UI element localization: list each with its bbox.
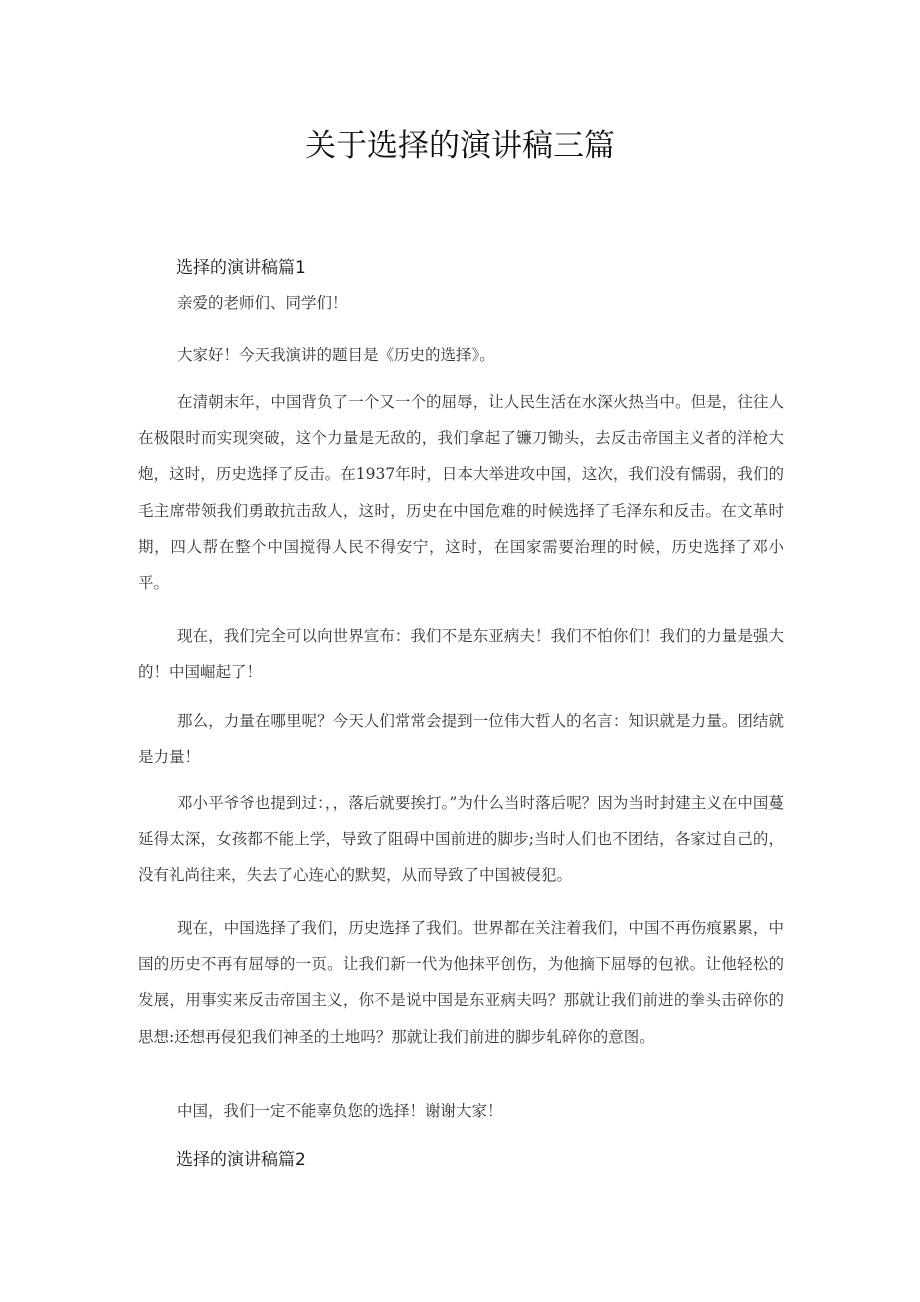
document-title: 关于选择的演讲稿三篇 bbox=[305, 128, 615, 164]
paragraph-strength: 那么，力量在哪里呢？今天人们常常会提到一位伟大哲人的名言：知识就是力量。团结就是力量！ bbox=[138, 712, 784, 767]
paragraph-history: 在清朝末年，中国背负了一个又一个的屈辱，让人民生活在水深火热当中。但是，往往人在极限时而实现突破，这个力量是无敌的，我们拿起了镰刀锄头，去反击帝国主义者的洋枪大炮，这时，历史选择了反击。在1937年时，日本大举进攻中国，这次，我们没有懦弱，我们的毛主席带领我们勇敢抗击敌人，这时，历史在中国危难的时候选择了毛泽东和反击。在文革时期，四人帮在整个中国搅得人民不得安宁，这时，在国家需要治理的时候，历史选择了邓小平。 bbox=[138, 393, 784, 593]
paragraph-declaration: 现在，我们完全可以向世界宣布：我们不是东亚病夫！我们不怕你们！我们的力量是强大的！中国崛起了！ bbox=[138, 627, 784, 682]
paragraph-greeting: 亲爱的老师们、同学们！ bbox=[177, 294, 348, 312]
paragraph-intro: 大家好！今天我演讲的题目是《历史的选择》。 bbox=[177, 346, 495, 364]
section-heading-2: 选择的演讲稿篇2 bbox=[176, 1150, 306, 1170]
paragraph-present: 现在，中国选择了我们，历史选择了我们。世界都在关注着我们，中国不再伤痕累累，中国的历史不再有屈辱的一页。让我们新一代为他抹平创伤，为他摘下屈辱的包袱。让他轻松的发展，用事实来反击帝国主义，你不是说中国是东亚病夫吗？那就让我们前进的拳头击碎你的思想:还想再侵犯我们神圣的土地吗？那就让我们前进的脚步轧碎你的意图。 bbox=[138, 919, 784, 1046]
paragraph-deng: 邓小平爷爷也提到过：，，落后就要挨打。”为什么当时落后呢？因为当时封建主义在中国蔓延得太深，女孩都不能上学，导致了阻碍中国前进的脚步;当时人们也不团结，各家过自己的，没有礼尚往来，失去了心连心的默契，从而导致了中国被侵犯。 bbox=[138, 794, 784, 885]
paragraph-closing: 中国，我们一定不能辜负您的选择！谢谢大家！ bbox=[177, 1102, 503, 1120]
section-heading-1: 选择的演讲稿篇1 bbox=[176, 258, 306, 278]
